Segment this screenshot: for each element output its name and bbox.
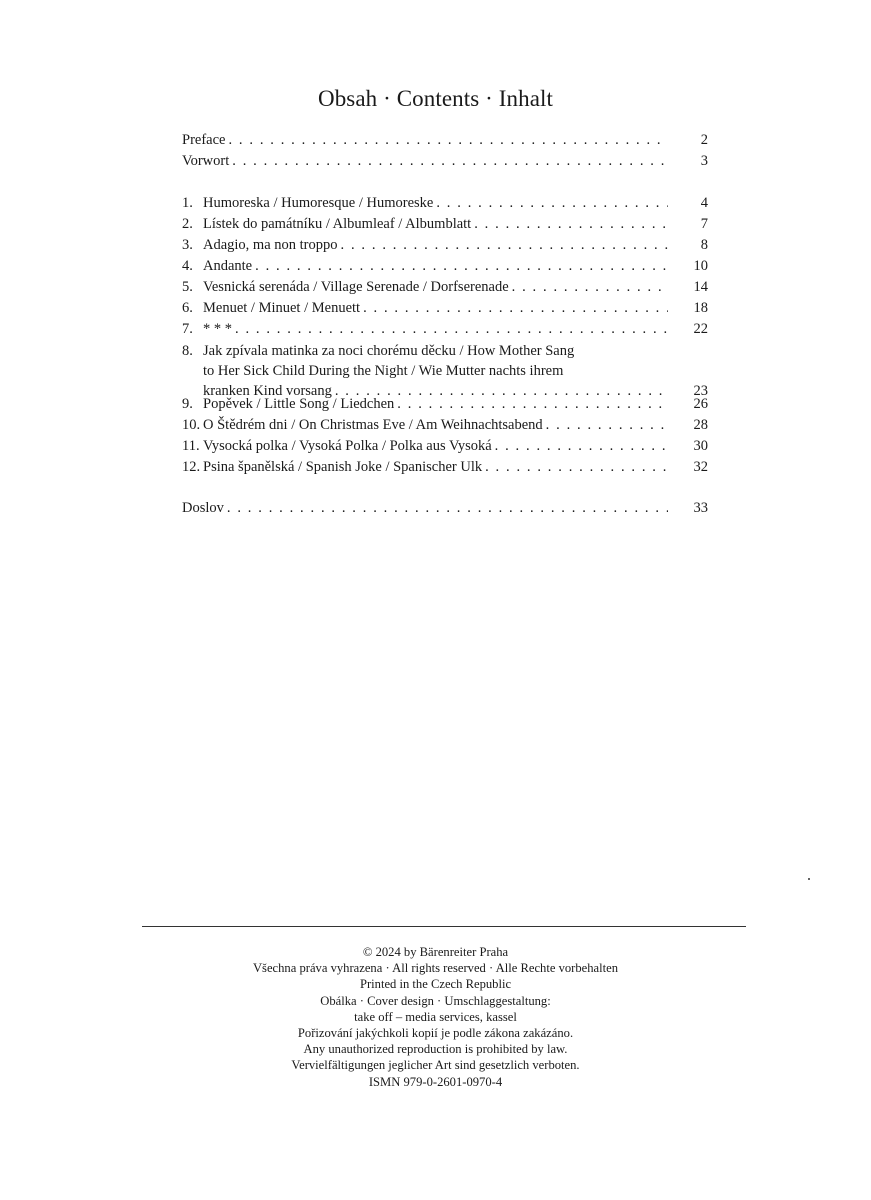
leader-dots: [228, 130, 668, 150]
colophon-divider: [142, 926, 746, 927]
toc-entry-6[interactable]: [182, 298, 708, 318]
toc-entry-doslov[interactable]: [182, 498, 708, 518]
toc-entry-page: 28: [693, 417, 708, 433]
toc-entry-page: 22: [693, 321, 708, 337]
toc-entry-page: 18: [693, 300, 708, 316]
colophon-line: ISMN 979-0-2601-0970-4: [368, 1074, 503, 1089]
toc-entry-title: Vorwort: [182, 153, 230, 169]
toc-entry-number: 7.: [182, 321, 193, 337]
toc-entry-7[interactable]: [182, 319, 708, 339]
toc-entry-title: Vysocká polka / Vysoká Polka / Polka aus Vysoká: [203, 438, 492, 454]
toc-entry-10[interactable]: [182, 415, 708, 435]
leader-dots: [232, 151, 668, 171]
leader-dots: [546, 415, 668, 435]
colophon-line: Any unauthorized reproduction is prohibited by law.: [303, 1042, 568, 1057]
toc-entry-title: Adagio, ma non troppo: [203, 237, 338, 253]
colophon-line: Pořizování jakýchkoli kopií je podle zákona zakázáno.: [297, 1026, 574, 1041]
toc-entry-1[interactable]: [182, 193, 708, 213]
toc-entry-number: 11.: [182, 438, 200, 454]
leader-dots: [397, 394, 668, 414]
colophon-line: Obálka · Cover design · Umschlaggestaltung:: [320, 993, 551, 1008]
colophon: [0, 944, 871, 1090]
leader-dots: [363, 298, 668, 318]
toc-entry-title: Preface: [182, 132, 226, 148]
toc-entry-title: Psina španělská / Spanish Joke / Spanischer Ulk: [203, 459, 483, 475]
toc-entry-page: 3: [700, 153, 708, 169]
toc-entry-number: 4.: [182, 258, 193, 274]
colophon-line: take off – media services, kassel: [354, 1009, 517, 1024]
toc-entry-page: 33: [693, 500, 708, 516]
toc-entry-title: Doslov: [182, 500, 224, 516]
toc-entry-page: 8: [700, 237, 708, 253]
print-speck: [808, 878, 810, 880]
toc-entry-5[interactable]: [182, 277, 708, 297]
toc-entry-2[interactable]: [182, 214, 708, 234]
toc-entry-number: 1.: [182, 195, 193, 211]
toc-entry-number: 9.: [182, 396, 193, 412]
toc-entry-9[interactable]: [182, 394, 708, 414]
toc-entry-page: 32: [693, 459, 708, 475]
colophon-line: Vervielfältigungen jeglicher Art sind gesetzlich verboten.: [291, 1058, 580, 1073]
leader-dots: [341, 235, 668, 255]
colophon-line: Printed in the Czech Republic: [359, 977, 512, 992]
toc-entry-page: 23: [693, 383, 708, 399]
toc-entry-title-line: to Her Sick Child During the Night / Wie Mutter nachts ihrem: [203, 363, 564, 379]
toc-entry-title: Humoreska / Humoresque / Humoreske: [203, 195, 434, 211]
toc-entry-page: 7: [700, 216, 708, 232]
toc-entry-title: Menuet / Minuet / Menuett: [203, 300, 361, 316]
toc-entry-number: 12.: [182, 459, 201, 475]
leader-dots: [495, 436, 668, 456]
toc-entry-4[interactable]: [182, 256, 708, 276]
colophon-line: Všechna práva vyhrazena · All rights reserved · Alle Rechte vorbehalten: [252, 961, 619, 976]
toc-entry-page: 26: [693, 396, 708, 412]
toc-entry-title: * * *: [203, 321, 232, 337]
leader-dots: [227, 498, 668, 518]
toc-entry-number: 3.: [182, 237, 193, 253]
toc-entry-title: O Štědrém dni / On Christmas Eve / Am Weihnachtsabend: [203, 417, 543, 433]
toc-entry-12[interactable]: [182, 457, 708, 477]
toc-entry-number: 8.: [182, 343, 193, 359]
toc-entry-page: 14: [693, 279, 708, 295]
toc-entry-title: Lístek do památníku / Albumleaf / Albumblatt: [203, 216, 472, 232]
toc-entry-title-line: Jak zpívala matinka za noci chorému děcku / How Mother Sang: [203, 343, 575, 359]
toc-entry-3[interactable]: [182, 235, 708, 255]
toc-entry-number: 10.: [182, 417, 201, 433]
toc-entry-title: Andante: [203, 258, 253, 274]
toc-entry-page: 30: [693, 438, 708, 454]
toc-entry-page: 10: [693, 258, 708, 274]
toc-entry-title: Vesnická serenáda / Village Serenade / Dorfserenade: [203, 279, 509, 295]
toc-entry-number: 5.: [182, 279, 193, 295]
toc-entry-8[interactable]: [182, 341, 708, 401]
colophon-line: © 2024 by Bärenreiter Praha: [362, 945, 509, 959]
toc-entry-title: Popěvek / Little Song / Liedchen: [203, 396, 395, 412]
page-title: Obsah · Contents · Inhalt: [317, 86, 553, 111]
toc-entry-11[interactable]: [182, 436, 708, 456]
toc-entry-number: 6.: [182, 300, 193, 316]
toc-entry-vorwort[interactable]: [182, 151, 708, 171]
leader-dots: [485, 457, 668, 477]
leader-dots: [235, 319, 668, 339]
toc-entry-page: 2: [700, 132, 708, 148]
leader-dots: [512, 277, 668, 297]
leader-dots: [474, 214, 668, 234]
leader-dots: [255, 256, 668, 276]
toc-entry-title-line: kranken Kind vorsang: [203, 383, 332, 399]
leader-dots: [436, 193, 668, 213]
toc-entry-number: 2.: [182, 216, 193, 232]
toc-entry-page: 4: [700, 195, 708, 211]
toc-entry-preface[interactable]: [182, 130, 708, 150]
